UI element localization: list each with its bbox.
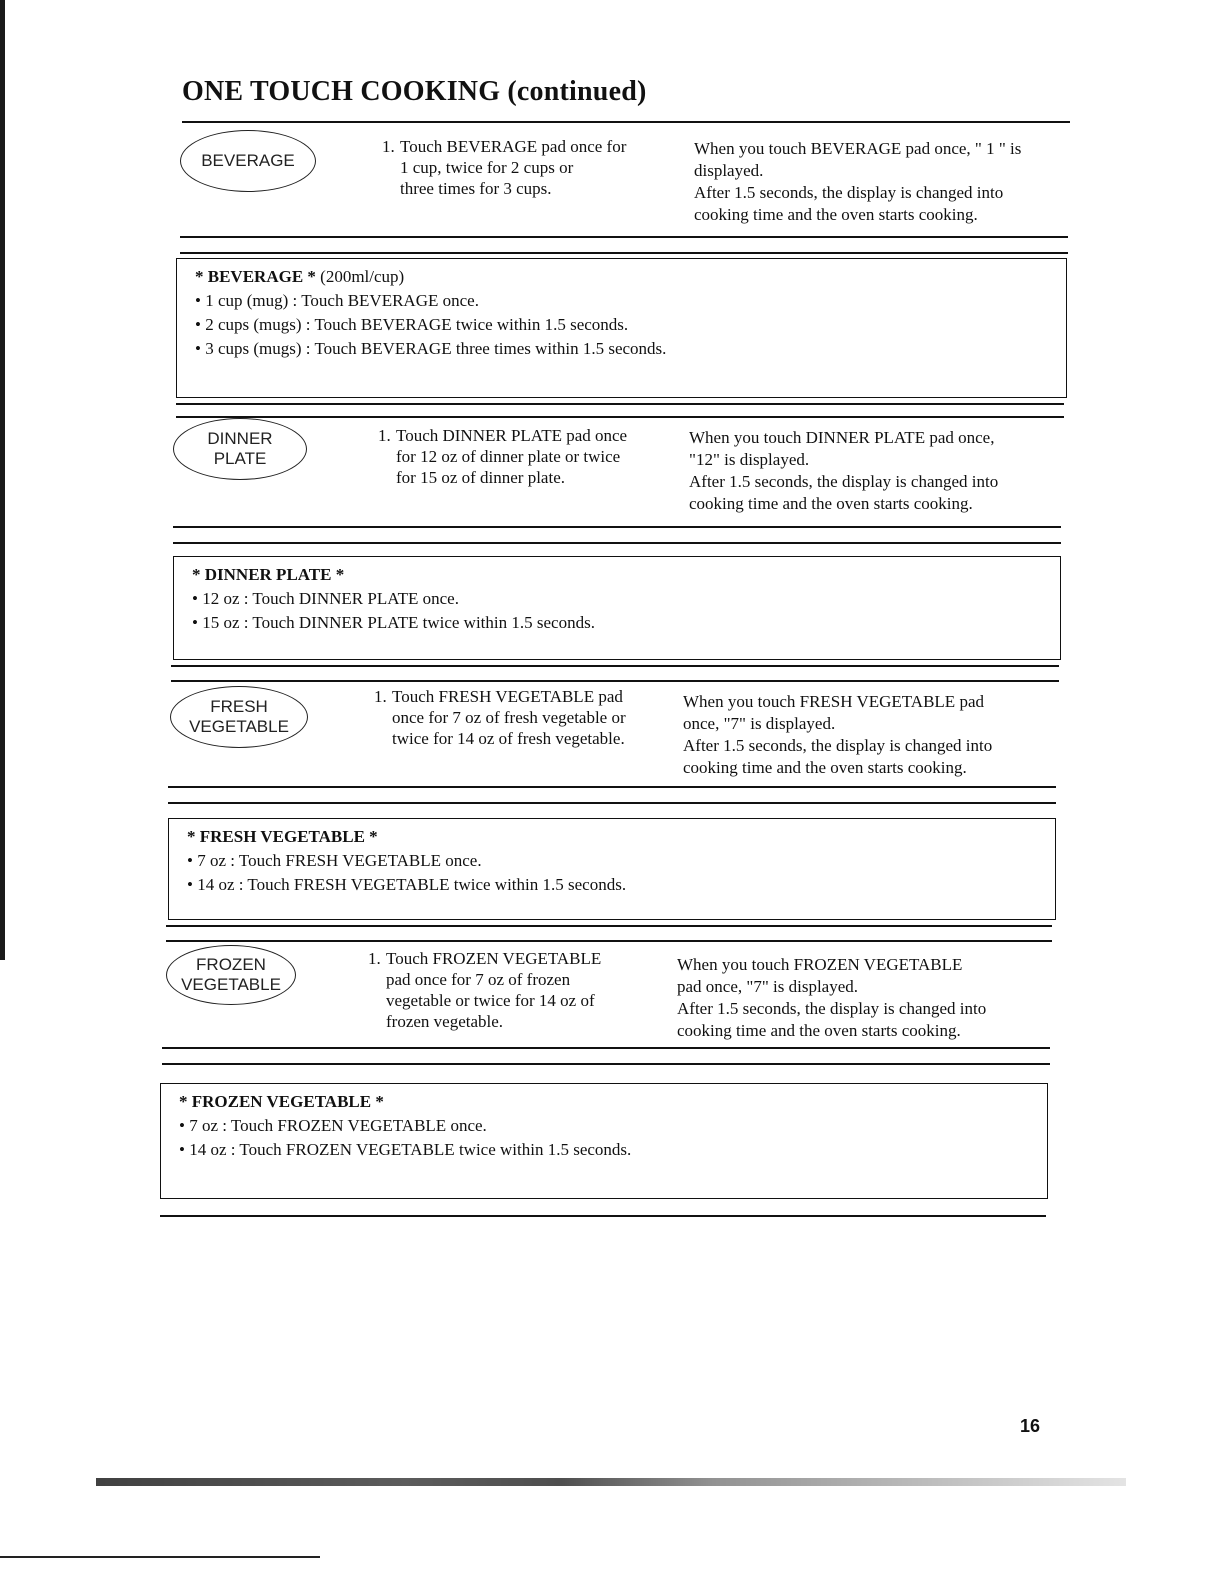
- step-line: three times for 3 cups.: [400, 179, 552, 198]
- box-heading: * BEVERAGE *: [195, 267, 316, 286]
- note-line: pad once, "7" is displayed.: [677, 977, 859, 996]
- pad-label-line: VEGETABLE: [181, 975, 281, 994]
- frozen-vegetable-pad-icon: [166, 945, 296, 1005]
- note-line: cooking time and the oven starts cooking.: [694, 205, 978, 224]
- frozen-vegetable-note: [677, 954, 986, 1042]
- note-line: When you touch BEVERAGE pad once, " 1 " is: [694, 139, 1022, 158]
- page-title: ONE TOUCH COOKING (continued): [182, 76, 647, 107]
- section-rule: [168, 802, 1056, 804]
- step-line: 1 cup, twice for 2 cups or: [400, 158, 574, 177]
- section-rule: [171, 665, 1059, 667]
- step-line: Touch BEVERAGE pad once for: [400, 137, 627, 156]
- step-number: 1.: [378, 426, 391, 445]
- box-item: • 7 oz : Touch FROZEN VEGETABLE once.: [179, 1116, 487, 1135]
- scan-edge-left: [0, 0, 5, 960]
- note-line: cooking time and the oven starts cooking.: [683, 758, 967, 777]
- section-rule: [180, 236, 1068, 238]
- note-line: After 1.5 seconds, the display is changed into: [683, 736, 993, 755]
- note-line: displayed.: [694, 161, 764, 180]
- section-rule: [180, 252, 1068, 254]
- fresh-vegetable-note: [683, 691, 992, 779]
- beverage-note: [694, 138, 1021, 226]
- pad-label-line: BEVERAGE: [201, 151, 295, 170]
- note-line: After 1.5 seconds, the display is changed into: [689, 472, 999, 491]
- section-rule: [160, 1215, 1046, 1217]
- note-line: After 1.5 seconds, the display is changed into: [694, 183, 1004, 202]
- step-number: 1.: [368, 949, 381, 968]
- step-line: pad once for 7 oz of frozen: [386, 970, 571, 989]
- box-item: • 3 cups (mugs) : Touch BEVERAGE three times within 1.5 seconds.: [195, 339, 667, 358]
- box-item: • 14 oz : Touch FROZEN VEGETABLE twice within 1.5 seconds.: [179, 1140, 632, 1159]
- step-number: 1.: [382, 137, 395, 156]
- scan-noise-bar: [96, 1478, 1126, 1486]
- section-rule: [173, 542, 1061, 544]
- note-line: cooking time and the oven starts cooking.: [677, 1021, 961, 1040]
- pad-label-line: PLATE: [213, 449, 267, 468]
- section-rule: [176, 416, 1064, 418]
- pad-label-line: FRESH: [210, 697, 268, 716]
- note-line: "12" is displayed.: [689, 450, 810, 469]
- beverage-step: [382, 136, 626, 199]
- frozen-vegetable-step: [368, 948, 601, 1032]
- section-rule: [176, 403, 1064, 405]
- fresh-vegetable-info-box: [168, 818, 1056, 920]
- step-line: Touch DINNER PLATE pad once: [396, 426, 628, 445]
- note-line: once, "7" is displayed.: [683, 714, 836, 733]
- note-line: When you touch FROZEN VEGETABLE: [677, 955, 963, 974]
- section-rule: [171, 680, 1059, 682]
- dinner-plate-info-box: [173, 556, 1061, 660]
- section-rule: [162, 1063, 1050, 1065]
- box-item: • 1 cup (mug) : Touch BEVERAGE once.: [195, 291, 479, 310]
- title-rule: [182, 121, 1070, 123]
- step-line: frozen vegetable.: [386, 1012, 504, 1031]
- box-heading: * FRESH VEGETABLE *: [187, 827, 378, 846]
- dinner-plate-pad-icon: [173, 418, 307, 480]
- dinner-plate-note: [689, 427, 998, 515]
- section-rule: [173, 526, 1061, 528]
- step-line: for 15 oz of dinner plate.: [396, 468, 565, 487]
- note-line: When you touch FRESH VEGETABLE pad: [683, 692, 984, 711]
- note-line: After 1.5 seconds, the display is changed into: [677, 999, 987, 1018]
- pad-label-line: DINNER: [207, 429, 273, 448]
- step-line: Touch FRESH VEGETABLE pad: [392, 687, 623, 706]
- box-item: • 7 oz : Touch FRESH VEGETABLE once.: [187, 851, 482, 870]
- box-heading-sub: (200ml/cup): [315, 267, 405, 286]
- frozen-vegetable-info-box: [160, 1083, 1048, 1199]
- section-rule: [166, 925, 1052, 927]
- box-item: • 14 oz : Touch FRESH VEGETABLE twice within 1.5 seconds.: [187, 875, 627, 894]
- beverage-pad-icon: [180, 130, 316, 192]
- step-line: for 12 oz of dinner plate or twice: [396, 447, 621, 466]
- scan-edge-bottom: [0, 1556, 320, 1558]
- beverage-info-box: [176, 258, 1067, 398]
- box-item: • 15 oz : Touch DINNER PLATE twice within 1.5 seconds.: [192, 613, 595, 632]
- box-heading: * FROZEN VEGETABLE *: [179, 1092, 384, 1111]
- step-line: twice for 14 oz of fresh vegetable.: [392, 729, 625, 748]
- step-line: Touch FROZEN VEGETABLE: [386, 949, 602, 968]
- fresh-vegetable-step: [374, 686, 626, 749]
- page-number: 16: [1020, 1416, 1041, 1436]
- box-heading: * DINNER PLATE *: [192, 565, 345, 584]
- pad-label-line: FROZEN: [196, 955, 266, 974]
- step-line: once for 7 oz of fresh vegetable or: [392, 708, 626, 727]
- box-item: • 2 cups (mugs) : Touch BEVERAGE twice within 1.5 seconds.: [195, 315, 629, 334]
- step-line: vegetable or twice for 14 oz of: [386, 991, 595, 1010]
- section-rule: [162, 1047, 1050, 1049]
- step-number: 1.: [374, 687, 387, 706]
- dinner-plate-step: [378, 425, 627, 488]
- fresh-vegetable-pad-icon: [170, 686, 308, 748]
- pad-label-line: VEGETABLE: [189, 717, 289, 736]
- box-item: • 12 oz : Touch DINNER PLATE once.: [192, 589, 459, 608]
- section-rule: [168, 786, 1056, 788]
- note-line: cooking time and the oven starts cooking.: [689, 494, 973, 513]
- section-rule: [166, 940, 1052, 942]
- note-line: When you touch DINNER PLATE pad once,: [689, 428, 995, 447]
